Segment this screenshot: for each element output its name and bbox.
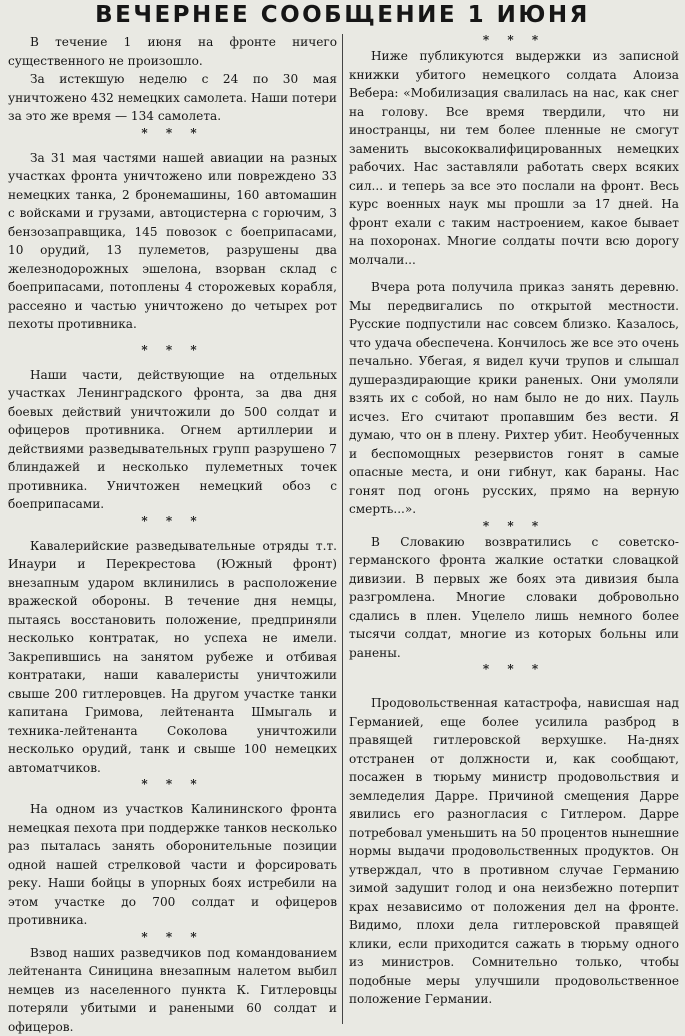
report-cavalry: Кавалерийские разведывательные отряды т.т. Инаури и Перекрестова (Южный фронт) внезапным ударом вклинились в расположение вражеской обороны. В течение дня немцы, пытаясь восстановить положение, предприняли несколько контратак, но успеха не имели. Закрепившись на занятом рубеже и отбивая контратаки, наши кавалеристы уничтожили свыше 200 гитлеровцев. На другом участке танки капитана Гримова, лейтенанта Шмыгаль и техника-лейтенанта Соколова уничтожили несколько орудий, танк и свыше 100 немецких автоматчиков. [8,537,337,778]
report-kalinin-front: На одном из участков Калининского фронта немецкая пехота при поддержке танков несколько раз пыталась занять оборонительные позиции одной нашей стрелковой части и форсировать реку. Наши бойцы в упорных боях истребили на этом участке до 700 солдат и офицеров противника. [8,800,337,930]
report-food-crisis: Продовольственная катастрофа, нависшая над Германией, еще более усилила разброд в правящей гитлеровской верхушке. На-днях отстранен от должности и, как сообщают, посажен в тюрьму министр продовольствия и земледелия Дарре. Причиной смещения Дарре явились его разногласия с Гитлером. Дарре потребовал уменьшить на 50 процентов нынешние нормы выдачи продовольственных продуктов. Он утверждал, что в противном случае Германию зимой задушит голод и она неизбежно потерпит крах независимо от положения дел на фронте. Видимо, плохи дела гитлеровской правящей клики, если приходится сажать в тюрьму одного из министров. Сомнительно только, чтобы подобные меры улучшили продовольственное положение Германии. [349,694,679,1009]
report-aircraft-losses: За истекшую неделю с 24 по 30 мая уничтожено 432 немецких самолета. Наши потери за это же время — 134 самолета. [8,70,337,126]
right-column [349,33,679,1023]
separator: * * * [8,514,337,528]
report-quiet-front: В течение 1 июня на фронте ничего существенного не произошло. [8,33,337,70]
report-leningrad-front: Наши части, действующие на отдельных участках Ленинградского фронта, за два дня боевых действий уничтожили до 500 солдат и офицеров противника. Огнем артиллерии и действиями разведывательных групп разрушено 7 блиндажей и несколько пулеметных точек противника. Уничтожен немецкий обоз с боеприпасами. [8,366,337,514]
separator: * * * [349,519,679,533]
left-column [8,33,337,1023]
separator: * * * [8,777,337,791]
report-aviation: За 31 мая частями нашей авиации на разных участках фронта уничтожено или повреждено 33 немецких танка, 2 бронемашины, 160 автомашин с войсками и грузами, автоцистерна с горючим, 3 бензозаправщика, 145 повозок с боеприпасами, 10 орудий, 13 пулеметов, разрушены два железнодорожных эшелона, взорван склад с боеприпасами, потоплены 4 сторожевых корабля, рассеяно и частью уничтожено до четырех рот пехоты противника. [8,149,337,334]
headline: ВЕЧЕРНЕЕ СООБЩЕНИЕ 1 ИЮНЯ [0,0,685,30]
separator: * * * [349,662,679,676]
separator: * * * [8,126,337,140]
report-scouts: Взвод наших разведчиков под командованием лейтенанта Синицина внезапным налетом выбил немцев из населенного пункта К. Гитлеровцы потеряли убитыми и ранеными 60 солдат и офицеров. [8,944,337,1036]
separator: * * * [349,33,679,47]
separator: * * * [8,343,337,357]
diary-excerpt: Ниже публикуются выдержки из записной книжки убитого немецкого солдата Алоиза Вебера: «Мобилизация свалилась на нас, как снег на голову. Все время твердили, что ни иностранцы, ни тем более пленные не смогут заменить высококвалифицированных немецких рабочих. Нас заставляли работать сверх всяких сил... и теперь за все это послали на фронт. Весь курс военных наук мы прошли за 17 дней. На фронт ехали с таким настроением, какое бывает на похоронах. Многие солдаты почти всю дорогу молчали... [349,47,679,269]
diary-excerpt-continued: Вчера рота получила приказ занять деревню. Мы передвигались по открытой местности. Русские подпустили нас совсем близко. Казалось, что удача обеспечена. Кончилось же все это очень печально. Убегая, я видел кучи трупов и слышал душераздирающие крики раненых. Они умоляли взять их с собой, но нам было не до них. Пауль исчез. Его считают пропавшим без вести. Я думаю, что он в плену. Рихтер убит. Необученных и беспомощных резервистов гонят в самые опасные места, и они гибнут, как бараны. Нас гонят под огонь русских, прямо на верную смерть...». [349,278,679,519]
separator: * * * [8,930,337,944]
report-slovak-division: В Словакию возвратились с советско-германского фронта жалкие остатки словацкой дивизии. В первых же боях эта дивизия была разгромлена. Многие словаки добровольно сдались в плен. Уцелело лишь немного более тысячи солдат, многие из которых больны или ранены. [349,533,679,663]
column-divider [342,34,343,1024]
